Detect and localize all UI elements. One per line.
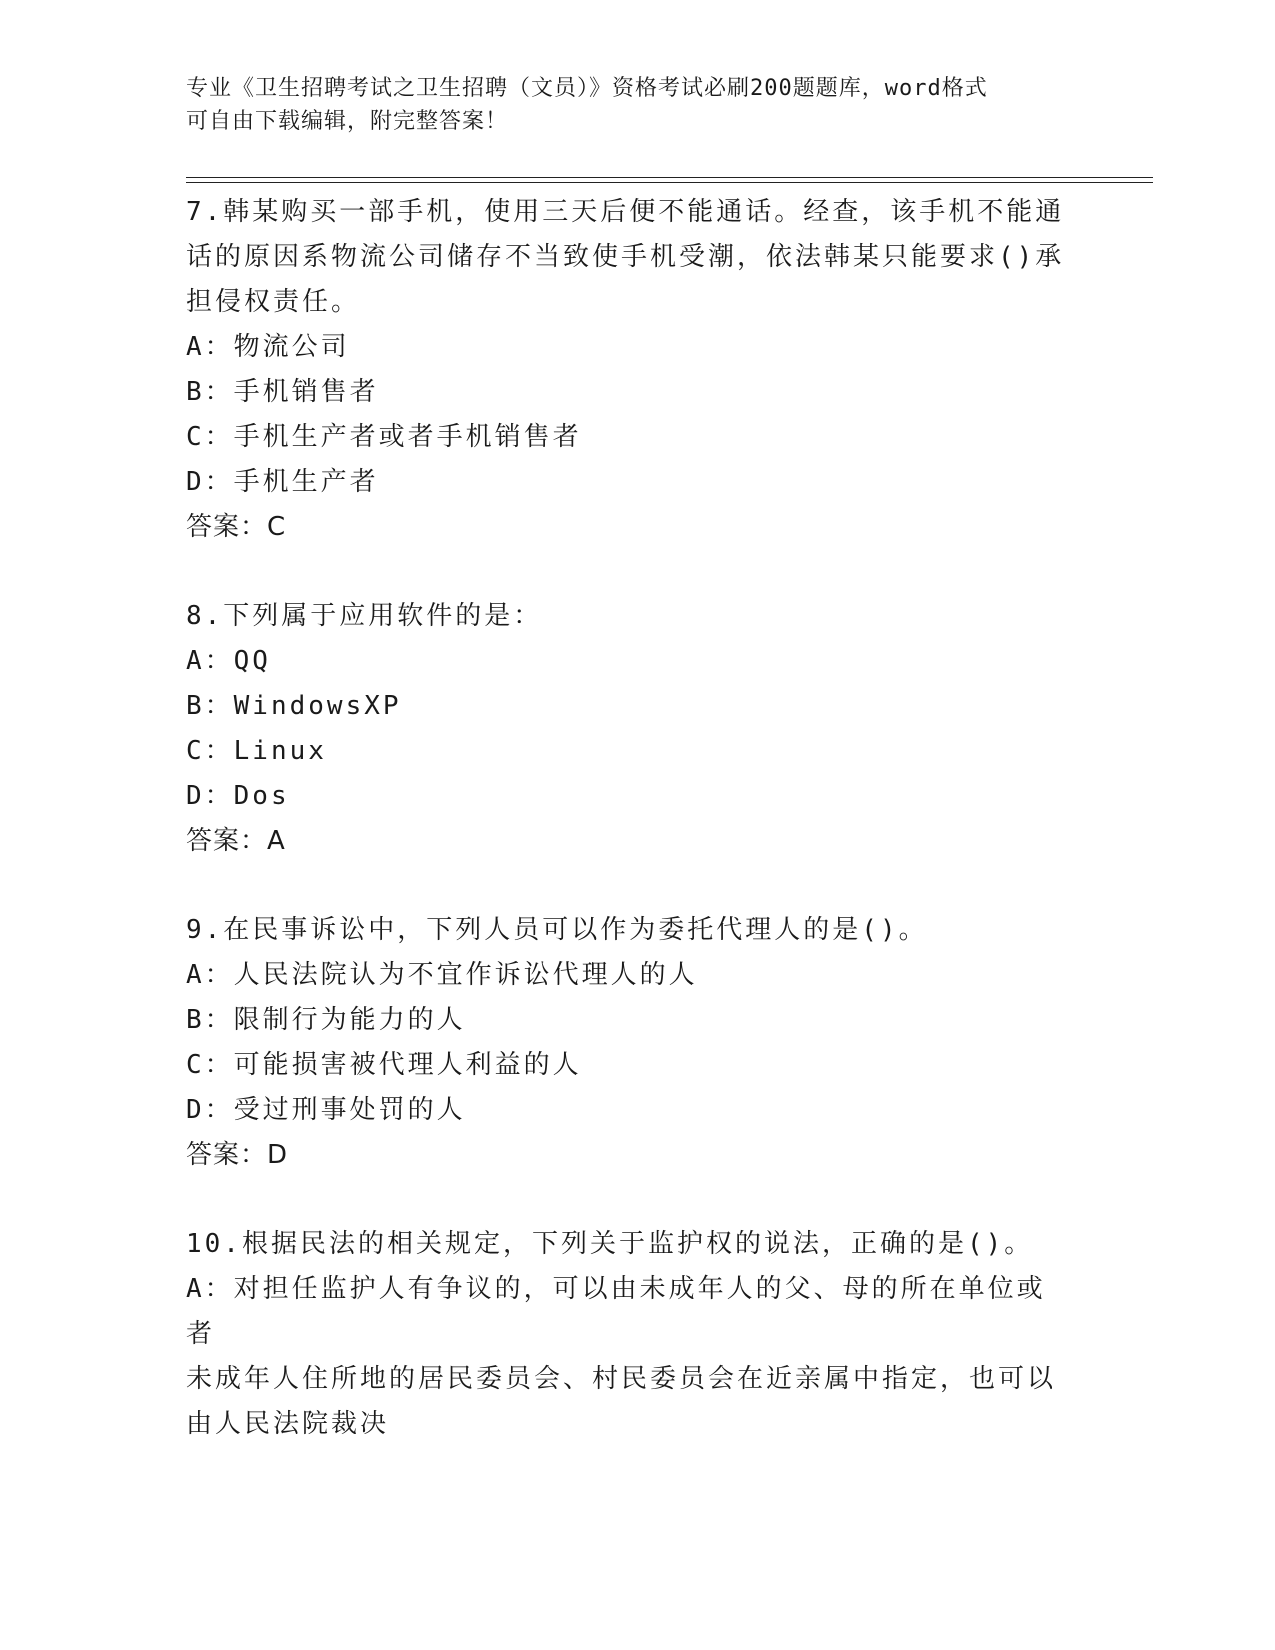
question-text-line: 8.下列属于应用软件的是： (186, 601, 543, 631)
option-d: D：Dos (186, 781, 290, 811)
option-d: D：受过刑事处罚的人 (186, 1095, 466, 1125)
option-b: B：手机销售者 (186, 377, 379, 407)
question-9 (186, 908, 1066, 1178)
question-text-line: 话的原因系物流公司储存不当致使手机受潮，依法韩某只能要求()承 (186, 242, 1065, 272)
option-b: B：WindowsXP (186, 691, 402, 721)
option-a: A：QQ (186, 646, 271, 676)
question-text-line: 10.根据民法的相关规定，下列关于监护权的说法，正确的是()。 (186, 1229, 1034, 1259)
option-a: A：人民法院认为不宜作诉讼代理人的人 (186, 960, 698, 990)
option-a-continued: 未成年人住所地的居民委员会、村民委员会在近亲属中指定，也可以 (186, 1364, 1057, 1394)
question-10 (186, 1222, 1066, 1447)
option-c: C：可能损害被代理人利益的人 (186, 1050, 582, 1080)
question-text-line: 7.韩某购买一部手机，使用三天后便不能通话。经查，该手机不能通 (186, 197, 1065, 227)
option-c: C：Linux (186, 736, 327, 766)
question-list (186, 190, 1066, 1491)
option-c: C：手机生产者或者手机销售者 (186, 422, 582, 452)
answer-label: 答案：D (186, 1140, 289, 1170)
question-text-line: 担侵权责任。 (186, 287, 361, 317)
header-line-1: 专业《卫生招聘考试之卫生招聘（文员）》资格考试必刷200题题库，word格式 (186, 76, 988, 101)
question-7 (186, 190, 1066, 550)
header-divider-bottom (186, 182, 1153, 183)
answer-label: 答案：A (186, 826, 286, 856)
header-line-2: 可自由下载编辑，附完整答案！ (186, 109, 509, 134)
option-a-continued: 由人民法院裁决 (186, 1409, 390, 1439)
question-text-line: 9.在民事诉讼中，下列人员可以作为委托代理人的是()。 (186, 915, 928, 945)
option-a: A：物流公司 (186, 332, 350, 362)
answer-label: 答案：C (186, 512, 287, 542)
header-divider-top (186, 177, 1153, 178)
option-a: A：对担任监护人有争议的，可以由未成年人的父、母的所在单位或者 (186, 1274, 1046, 1349)
option-d: D：手机生产者 (186, 467, 379, 497)
question-8 (186, 594, 1066, 864)
option-b: B：限制行为能力的人 (186, 1005, 466, 1035)
document-header (186, 72, 1066, 138)
